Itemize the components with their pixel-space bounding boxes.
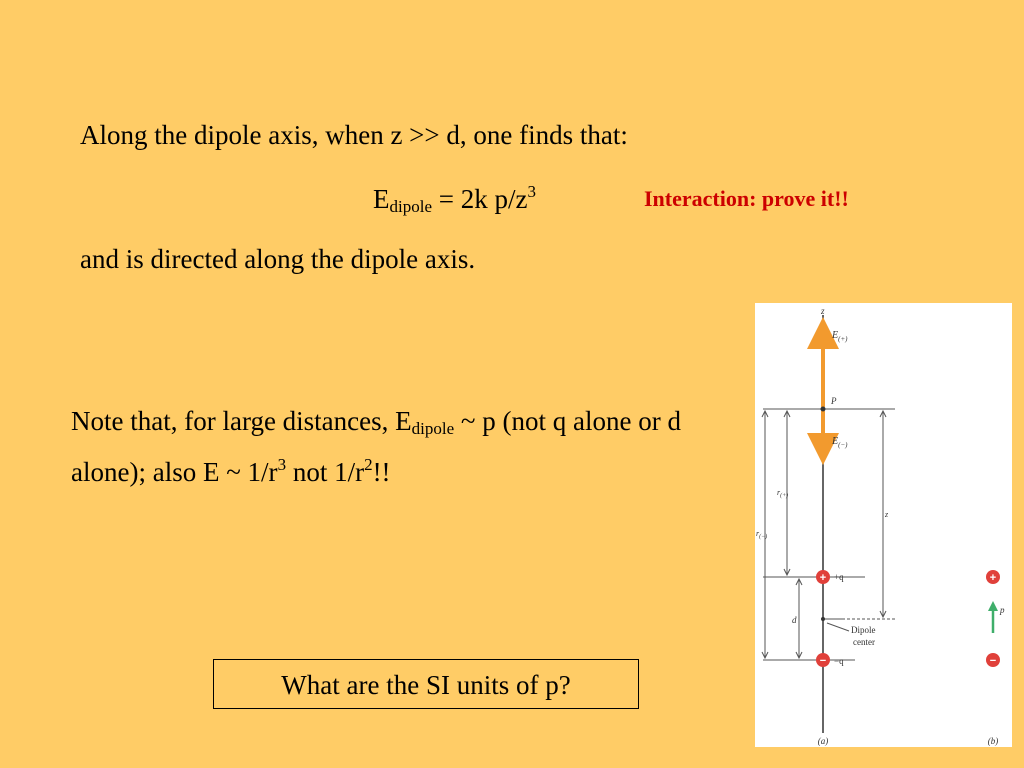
formula-e-dipole (373, 182, 536, 217)
p-vector-label: p (1000, 605, 1005, 615)
z-axis-label: z (821, 306, 825, 316)
formula-exponent: 3 (527, 182, 536, 201)
e-minus-symbol: E (832, 436, 839, 447)
e-minus-sub: (−) (838, 441, 848, 449)
d-dim-label: d (792, 615, 797, 625)
dipole-center-leader (827, 623, 849, 631)
e-plus-label (831, 330, 848, 343)
dipole-center-dot (821, 617, 825, 621)
formula-e: E (373, 184, 390, 214)
dipole-center-label-1: Dipole (851, 625, 876, 635)
minus-sign-a: − (819, 655, 827, 667)
formula-subscript: dipole (389, 197, 432, 216)
r-minus-sub: (−) (759, 534, 768, 540)
r-plus-label (777, 488, 788, 499)
dipole-center-label-2: center (853, 637, 875, 647)
p-vector-arrowhead (988, 601, 998, 611)
point-p-dot (821, 407, 826, 412)
minus-q-label: −q (834, 656, 844, 666)
e-plus-symbol: E (832, 330, 839, 341)
panel-b-label: (b) (987, 736, 999, 746)
text-direction: and is directed along the dipole axis. (80, 244, 476, 274)
note-exponent-3: 3 (277, 455, 287, 474)
r-plus-symbol: r (777, 488, 781, 497)
plus-sign-b: + (989, 572, 997, 584)
plus-q-label: +q (834, 572, 844, 582)
note-exponent-2: 2 (364, 455, 373, 474)
z-dim-label: z (885, 510, 889, 519)
point-p-label: P (831, 396, 837, 406)
panel-a-label: (a) (817, 736, 829, 746)
note-subscript: dipole (411, 419, 455, 438)
note-part1: Note that, for large distances, E (71, 406, 412, 436)
note-part3: not 1/r (286, 457, 365, 487)
note-part4: !! (372, 457, 391, 487)
plus-sign-a: + (819, 572, 827, 584)
r-minus-symbol: r (756, 529, 760, 538)
interaction-prompt: Interaction: prove it!! (644, 186, 849, 211)
question-box: What are the SI units of p? (213, 659, 639, 709)
minus-sign-b: − (989, 655, 997, 667)
e-plus-sub: (+) (838, 335, 848, 343)
dipole-figure (755, 303, 1012, 747)
dipole-diagram-svg (755, 303, 1012, 747)
text-dipole-axis-condition: Along the dipole axis, when z >> d, one finds that: (80, 120, 628, 150)
e-minus-label (831, 436, 848, 449)
r-plus-sub: (+) (780, 493, 789, 499)
note-part2: ~ p (not q alone or d alone); also E ~ 1/r (71, 406, 681, 487)
formula-rhs: = 2k p/z (432, 184, 528, 214)
note-paragraph (71, 403, 731, 490)
